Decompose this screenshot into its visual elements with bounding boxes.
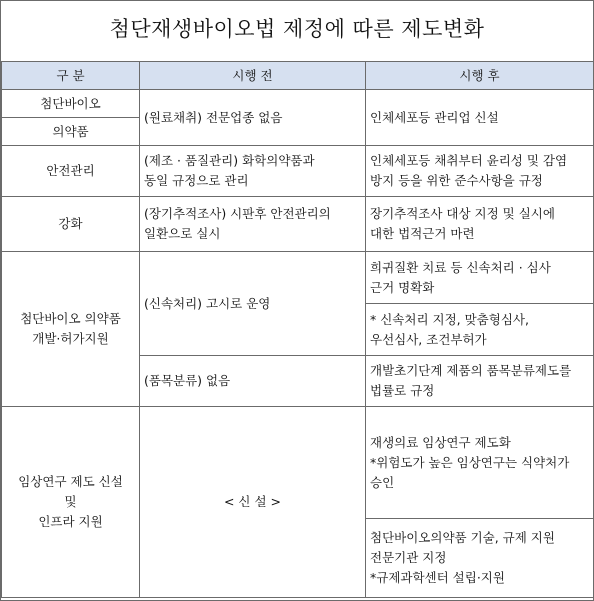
dev-before-fasttrack: (신속처리) 고시로 운영 [140,252,366,356]
dev-after-fasttrack-note [366,304,594,356]
table-header-row [2,62,594,90]
dev-label-line: 개발·허가지원 [32,331,109,346]
safety-before [140,146,366,197]
safety-before-line: 동일 규정으로 관리 [144,173,249,188]
strengthen-after [366,197,594,252]
table-row [2,252,594,304]
dev-after-class-line: 개발초기단계 제품의 품목분류제도를 [370,363,572,378]
clinical-label [2,407,140,598]
strengthen-before-line: 일환으로 실시 [144,226,221,241]
dev-after-classification [366,356,594,407]
dev-after-line: 근거 명확화 [370,279,435,295]
clinical-label-line: 인프라 지원 [38,514,103,529]
dev-label [2,252,140,407]
dev-after-line: 희귀질환 치료 등 신속처리 · 심사 [370,259,551,275]
clinical-after-agency [366,519,594,598]
clinical-after-line: 재생의료 임상연구 제도화 [370,434,511,450]
clinical-label-line: 및 [64,494,77,509]
safety-after [366,146,594,197]
safety-after-line: 인체세포등 채취부터 윤리성 및 감염 [370,153,568,168]
strengthen-after-line: 대한 법적근거 마련 [370,226,475,241]
dev-after-note-line: * 신속처리 지정, 맞춤형심사, [370,311,529,327]
clinical-agency-line: 전문기관 지정 [370,550,447,565]
clinical-before: < 신 설 > [140,407,366,598]
strengthen-before [140,197,366,252]
dev-after-fasttrack [366,252,594,304]
dev-after-note-line: 우선심사, 조건부허가 [370,331,487,347]
clinical-after-research [366,407,594,519]
safety-label: 안전관리 [2,146,140,197]
safety-before-line: (제조 · 품질관리) 화학의약품과 [144,153,315,168]
dev-label-line: 첨단바이오 의약품 [20,311,121,326]
clinical-label-line: 임상연구 제도 신설 [18,474,123,489]
table-row [2,90,594,118]
clinical-after-line: 승인 [370,474,395,490]
document-title: 첨단재생바이오법 제정에 따른 제도변화 [109,17,485,41]
safety-after-line: 방지 등을 위한 준수사항을 규정 [370,173,543,188]
table-row [2,407,594,519]
header-category: 구 분 [2,62,140,90]
clinical-after-line: *위험도가 높은 임상연구는 식약처가 [370,454,570,470]
pharma-label: 의약품 [2,118,140,146]
regulation-change-table [1,61,594,598]
clinical-agency-line: *규제과학센터 설립·지원 [370,570,505,585]
bio-after: 인체세포등 관리업 신설 [366,90,594,146]
dev-after-class-line: 법률로 규정 [370,383,435,398]
table-row [2,197,594,252]
strengthen-before-line: (장기추적조사) 시판후 안전관리의 [144,206,331,221]
table-row [2,146,594,197]
bio-before: (원료채취) 전문업종 없음 [140,90,366,146]
clinical-agency-line: 첨단바이오의약품 기술, 규제 지원 [370,530,555,545]
bio-label: 첨단바이오 [2,90,140,118]
dev-before-classification: (품목분류) 없음 [140,356,366,407]
header-before: 시행 전 [140,62,366,90]
header-after: 시행 후 [366,62,594,90]
strengthen-label: 강화 [2,197,140,252]
strengthen-after-line: 장기추적조사 대상 지정 및 실시에 [370,206,555,221]
